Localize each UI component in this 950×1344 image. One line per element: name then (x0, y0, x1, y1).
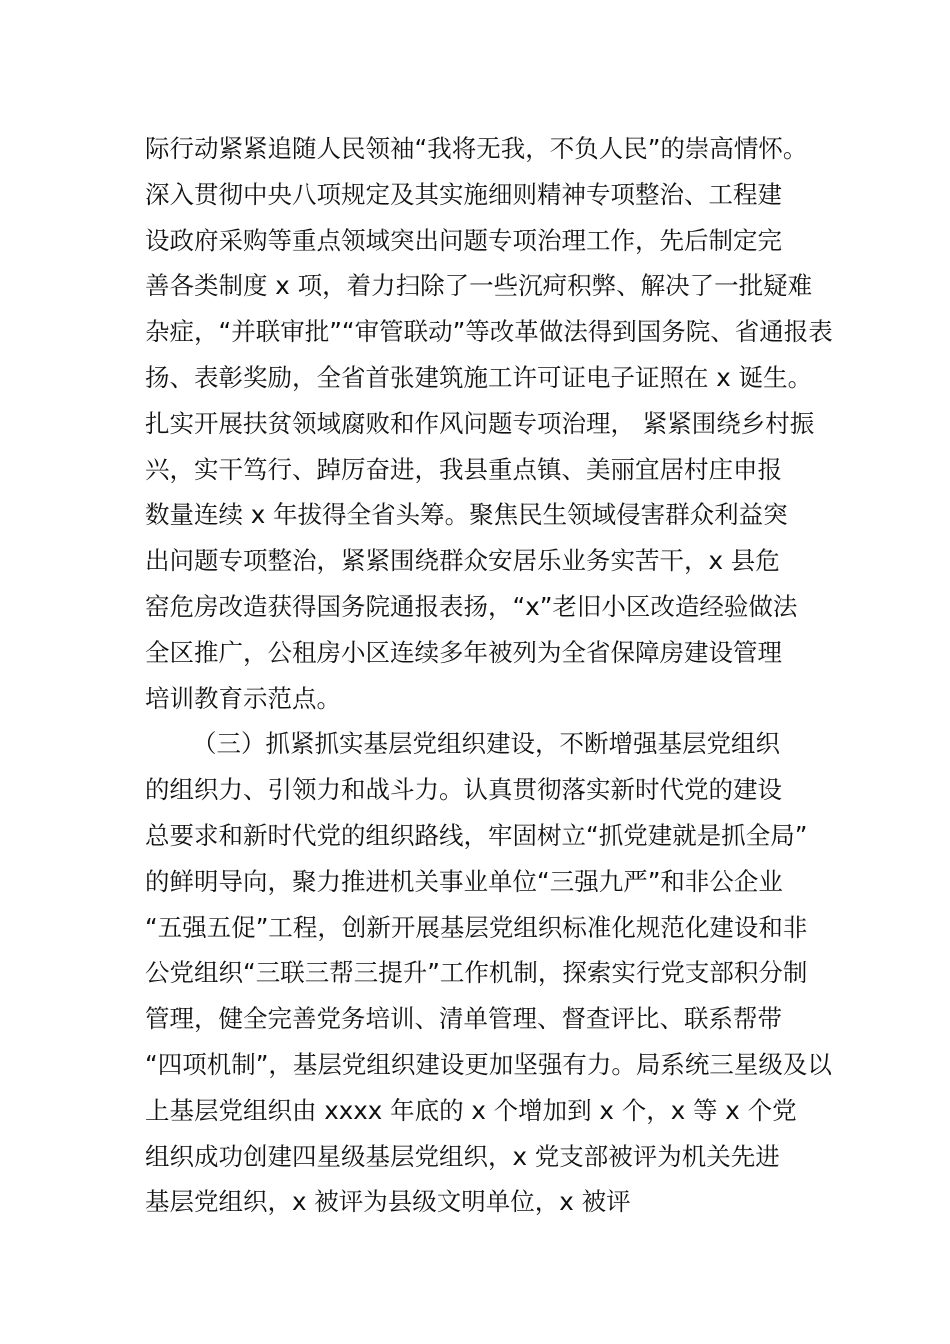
text-line: 上基层党组织由 xxxx 年底的 x 个增加到 x 个，x 等 x 个党 (145, 1095, 797, 1125)
section-heading-line: （三）抓紧抓实基层党组织建设，不断增强基层党组织 (192, 729, 780, 759)
text-line: 兴，实干笃行、踔厉奋进，我县重点镇、美丽宜居村庄申报 (145, 454, 782, 484)
text-line: 扬、表彰奖励，全省首张建筑施工许可证电子证照在 x 诞生。 (145, 362, 813, 392)
text-line: 培训教育示范点。 (145, 683, 341, 713)
text-line: 杂症，“并联审批”“审管联动”等改革做法得到国务院、省通报表 (145, 317, 833, 347)
text-line: 数量连续 x 年拔得全省头筹。聚焦民生领域侵害群众利益突 (145, 500, 788, 530)
text-line: 际行动紧紧追随人民领袖“我将无我，不负人民”的崇高情怀。 (145, 134, 808, 163)
text-line: 全区推广，公租房小区连续多年被列为全省保障房建设管理 (145, 637, 782, 667)
text-line: 窑危房改造获得国务院通报表扬，“x”老旧小区改造经验做法 (145, 591, 798, 621)
text-line: 的鲜明导向，聚力推进机关事业单位“三强九严”和非公企业 (145, 866, 783, 896)
text-line: 基层党组织，x 被评为县级文明单位，x 被评 (145, 1187, 631, 1217)
text-line: 扎实开展扶贫领域腐败和作风问题专项治理， 紧紧围绕乡村振 (145, 408, 815, 438)
text-line: 的组织力、引领力和战斗力。认真贯彻落实新时代党的建设 (145, 775, 782, 805)
text-line: 善各类制度 x 项，着力扫除了一些沉疴积弊、解决了一批疑难 (145, 271, 813, 301)
text-line: 总要求和新时代党的组织路线，牢固树立“抓党建就是抓全局” (145, 820, 808, 850)
text-line: 深入贯彻中央八项规定及其实施细则精神专项整治、工程建 (145, 179, 782, 209)
text-line: 出问题专项整治，紧紧围绕群众安居乐业务实苦干，x 县危 (145, 546, 780, 576)
text-line: “五强五促”工程，创新开展基层党组织标准化规范化建设和非 (145, 912, 808, 942)
text-line: 组织成功创建四星级基层党组织，x 党支部被评为机关先进 (145, 1141, 780, 1171)
text-line: 公党组织“三联三帮三提升”工作机制，探索实行党支部积分制 (145, 958, 808, 988)
body-text (145, 126, 835, 1225)
text-line: 管理，健全完善党务培训、清单管理、督查评比、联系帮带 (145, 1004, 782, 1034)
text-line: “四项机制”，基层党组织建设更加坚强有力。局系统三星级及以 (145, 1049, 832, 1079)
text-line: 设政府采购等重点领域突出问题专项治理工作，先后制定完 (145, 225, 782, 255)
